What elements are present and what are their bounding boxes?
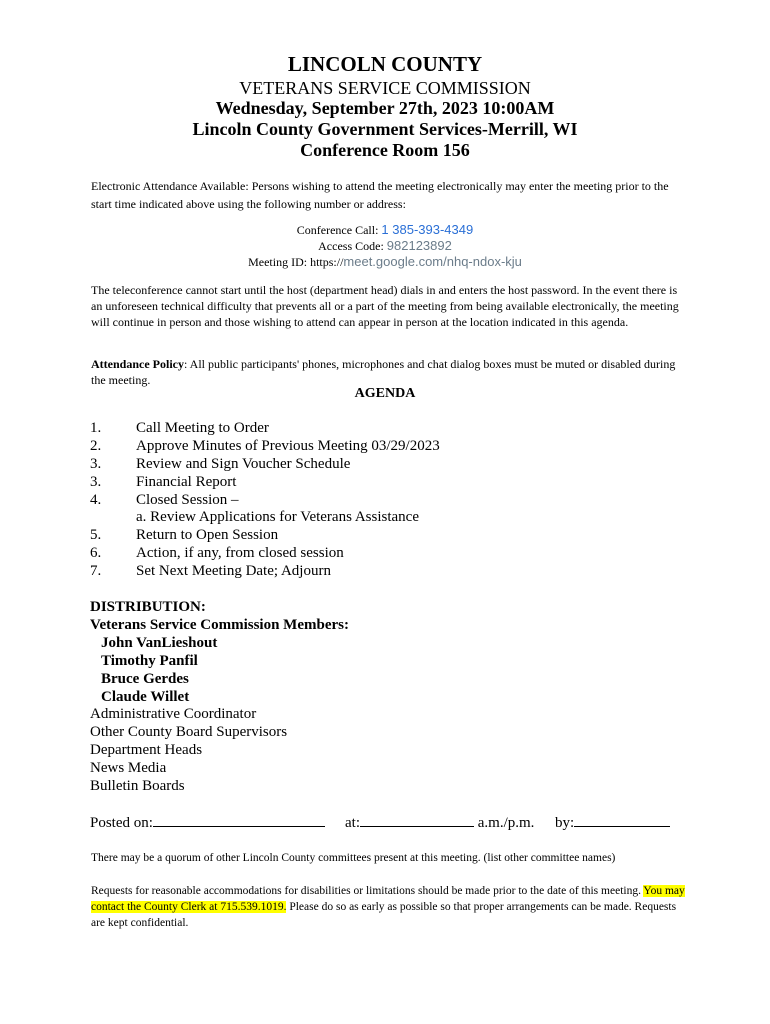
agenda-subitem — [90, 509, 650, 527]
posted-at-blank[interactable] — [360, 813, 474, 827]
distribution-recipient: News Media — [90, 760, 167, 777]
agenda-item-text: Set Next Meeting Date; Adjourn — [136, 563, 331, 580]
member-name: Bruce Gerdes — [101, 670, 189, 687]
clerk-contact-highlight: You may contact the County Clerk at 715.539.1019. — [91, 885, 685, 913]
agenda-item-text: Closed Session – — [136, 491, 239, 508]
agenda-item-number: 5. — [90, 527, 102, 544]
access-code-value: 982123892 — [386, 238, 452, 253]
posted-on-blank[interactable] — [153, 813, 325, 827]
agenda-item-number: 4. — [90, 491, 102, 508]
conference-call-label: Conference Call: — [296, 223, 382, 237]
agenda-item — [90, 456, 650, 474]
accommodation-requests — [91, 883, 691, 931]
agenda-item-text: Action, if any, from closed session — [136, 545, 344, 562]
distribution-recipient: Bulletin Boards — [90, 778, 185, 795]
posted-on-label: Posted on: — [90, 815, 153, 831]
meeting-datetime: Wednesday, September 27th, 2023 10:00AM — [215, 98, 555, 118]
posted-by-label: by: — [555, 815, 575, 831]
meeting-url[interactable]: meet.google.com/nhq-ndox-kju — [343, 254, 522, 269]
members-title: Veterans Service Commission Members: — [90, 616, 349, 633]
agenda-item — [90, 563, 650, 581]
agenda-item-number: 2. — [90, 437, 102, 454]
requests-intro: Requests for reasonable accommodations for disabilities or limitations should be made prior to the date of this meeting. — [91, 885, 641, 897]
distribution-recipient: Other County Board Supervisors — [90, 724, 288, 741]
agenda-item — [90, 438, 650, 456]
access-code-label: Access Code: — [318, 239, 387, 253]
agenda-item — [90, 420, 650, 438]
ampm-label: a.m./p.m. — [474, 815, 535, 831]
agenda-item — [90, 474, 650, 492]
member-name: Timothy Panfil — [101, 652, 198, 669]
agenda-item-text: Call Meeting to Order — [136, 420, 269, 436]
access-code-line — [0, 238, 770, 254]
agenda-item-text: Return to Open Session — [136, 527, 279, 544]
agenda-item-text: Approve Minutes of Previous Meeting 03/29/2023 — [136, 437, 440, 454]
meeting-location: Lincoln County Government Services-Merrill, WI — [192, 119, 578, 139]
teleconference-note: The teleconference cannot start until the host (department head) dials in and enters the host password. In the event there is an unforeseen technical difficulty that prevents all or a part of the meeting from being available electronically, the meeting will continue in person and those wishing to attend can appear in person at the location indicated in this agenda. — [91, 283, 679, 329]
county-title: LINCOLN COUNTY — [287, 52, 483, 76]
meeting-room: Conference Room 156 — [300, 140, 470, 160]
agenda-item-text: Financial Report — [136, 473, 237, 490]
member-name: Claude Willet — [101, 688, 190, 705]
posted-at-label: at: — [345, 815, 360, 831]
meeting-id-label: Meeting ID: https:// — [248, 255, 344, 269]
agenda-item — [90, 527, 650, 545]
member-name: John VanLieshout — [101, 634, 218, 651]
attendance-policy — [91, 356, 691, 388]
agenda-item — [90, 545, 650, 563]
agenda-item-number: 7. — [90, 563, 102, 580]
agenda-item-number: 3. — [90, 455, 102, 472]
agenda-title: AGENDA — [354, 386, 416, 401]
meeting-id-line — [0, 254, 770, 270]
distribution-recipient: Department Heads — [90, 742, 203, 759]
distribution-section — [90, 599, 590, 796]
agenda-item-number: 3. — [90, 473, 102, 490]
quorum-note: There may be a quorum of other Lincoln County committees present at this meeting. (list other committee names) — [91, 852, 616, 864]
attendance-policy-text: : All public participants' phones, microphones and chat dialog boxes must be muted or disabled during the meeting. — [91, 357, 676, 387]
posted-by-blank[interactable] — [574, 813, 670, 827]
electronic-attendance-paragraph: Electronic Attendance Available: Persons wishing to attend the meeting electronically may enter the meeting prior to the start time indicated above using the following number or address: — [91, 179, 669, 211]
commission-title: VETERANS SERVICE COMMISSION — [239, 78, 531, 98]
agenda-item — [90, 492, 650, 510]
distribution-recipient: Administrative Coordinator — [90, 706, 257, 723]
agenda-item-number: 1. — [90, 420, 102, 436]
agenda-item-text: Review and Sign Voucher Schedule — [136, 455, 351, 472]
attendance-policy-label: Attendance Policy — [91, 357, 184, 371]
distribution-title: DISTRIBUTION: — [90, 599, 206, 615]
agenda-item-number: 6. — [90, 545, 102, 562]
conference-call-number[interactable]: 1 385-393-4349 — [381, 222, 474, 237]
agenda-item-text: a. Review Applications for Veterans Assistance — [136, 509, 419, 526]
posted-at-field — [345, 813, 534, 832]
posted-on-field — [90, 813, 325, 832]
agenda-list — [90, 420, 650, 581]
posted-by-field — [555, 813, 670, 832]
conference-call-line — [0, 222, 770, 238]
requests-rest: Please do so as early as possible so that proper arrangements can be made. Requests are kept confidential. — [91, 901, 677, 929]
